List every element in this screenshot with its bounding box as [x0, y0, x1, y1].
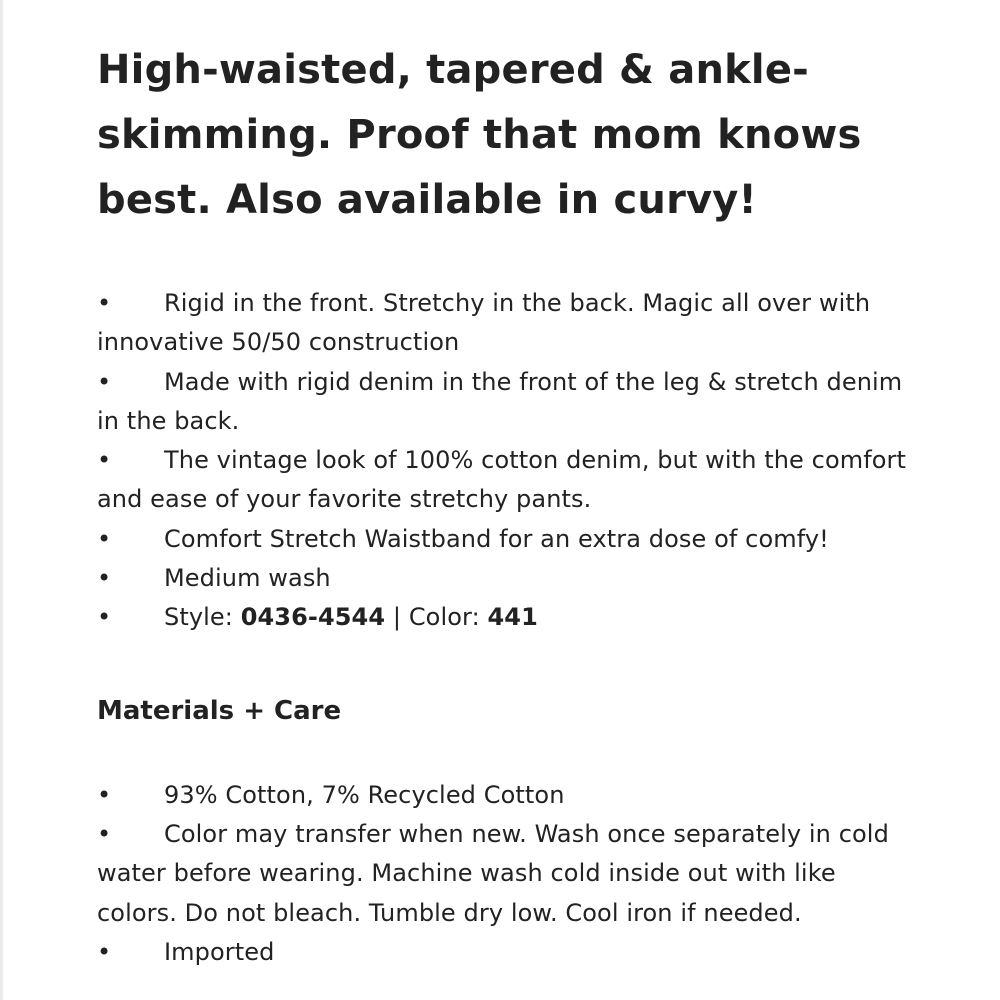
care-list	[97, 776, 917, 972]
list-item	[97, 815, 917, 933]
feature-text: Made with rigid denim in the front of the leg & stretch denim in the back.	[97, 367, 903, 435]
bullet-icon: •	[97, 289, 112, 317]
color-number: 441	[487, 603, 538, 632]
list-item	[97, 284, 917, 363]
page-edge	[0, 0, 3, 1000]
bullet-icon: •	[97, 937, 112, 966]
style-color-item	[97, 598, 917, 637]
list-item	[97, 520, 917, 559]
feature-text: Comfort Stretch Waistband for an extra dose of comfy!	[164, 524, 829, 553]
feature-list	[97, 284, 917, 638]
separator: |	[385, 603, 409, 632]
bullet-icon: •	[97, 780, 112, 809]
bullet-icon: •	[97, 564, 112, 593]
list-item	[97, 363, 917, 442]
list-item	[97, 776, 917, 815]
bullet-icon: •	[97, 446, 112, 475]
bullet-icon: •	[97, 819, 112, 848]
bullet-icon: •	[97, 524, 112, 553]
list-item	[97, 559, 917, 598]
feature-text: The vintage look of 100% cotton denim, but with the comfort and ease of your favorite stretchy pants.	[97, 446, 907, 514]
color-label: Color:	[408, 603, 488, 632]
feature-text: Medium wash	[164, 564, 331, 593]
feature-text: Rigid in the front. Stretchy in the back. Magic all over with innovative 50/50 construction	[97, 289, 871, 357]
bullet-icon: •	[97, 367, 112, 396]
bullet-icon: •	[97, 603, 112, 632]
product-description	[97, 38, 917, 972]
list-item	[97, 441, 917, 520]
list-item	[97, 933, 917, 972]
style-label: Style:	[164, 603, 241, 632]
product-headline: High-waisted, tapered & ankle-skimming. Proof that mom knows best. Also available in curvy!	[97, 47, 862, 223]
style-number: 0436-4544	[240, 603, 386, 632]
care-text: 93% Cotton, 7% Recycled Cotton	[164, 780, 565, 809]
care-text: Imported	[164, 937, 275, 966]
care-text: Color may transfer when new. Wash once separately in cold water before wearing. Machine wash cold inside out with like colors. Do not bleach. Tumble dry low. Cool iron if needed.	[97, 819, 889, 927]
materials-care-heading: Materials + Care	[97, 695, 342, 726]
